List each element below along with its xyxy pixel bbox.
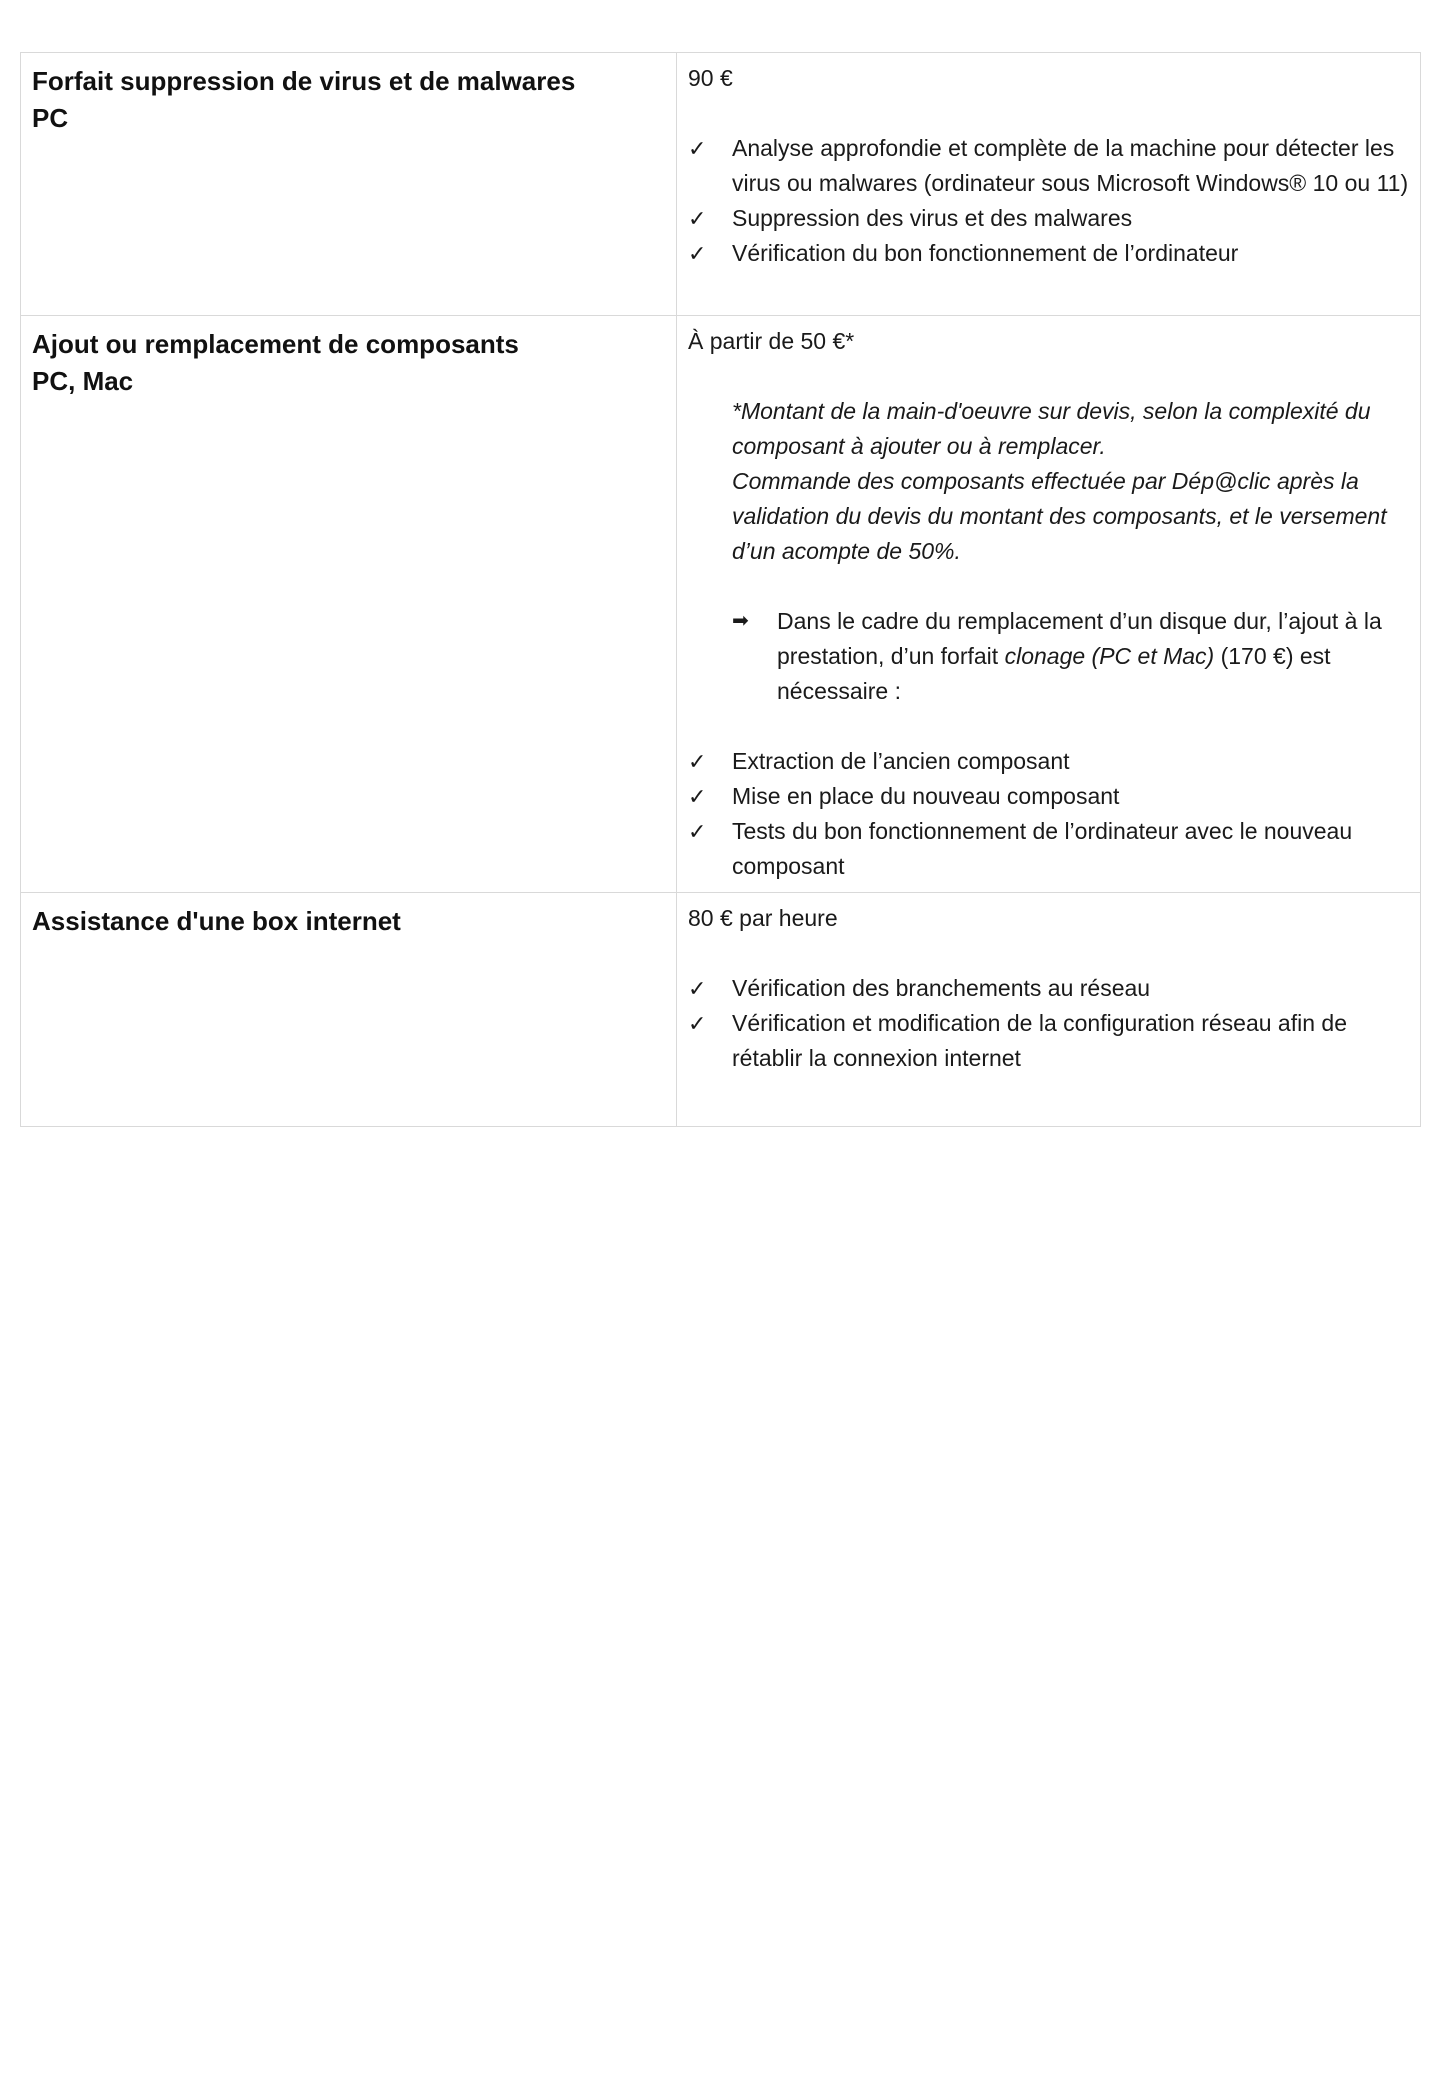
list-item bbox=[688, 779, 1410, 814]
service-cell bbox=[21, 316, 677, 893]
arrow-note-text-end: (170 €) est nécessaire : bbox=[777, 643, 1331, 704]
price-label: À partir de 50 €* bbox=[688, 328, 855, 354]
list-item bbox=[688, 971, 1410, 1006]
service-platform-line: PC bbox=[32, 103, 69, 133]
note-line: Commande des composants effectuée par Dép@clic après la validation du devis du montant des composants, et le versement d’un acompte de 50%. bbox=[732, 468, 1387, 564]
arrow-note-text: Dans le cadre du remplacement d’un disque dur, l’ajout à la prestation, d’un forfait bbox=[777, 608, 1382, 669]
arrow-note-italic: clonage (PC et Mac) bbox=[1004, 643, 1215, 669]
service-title-line: Forfait suppression de virus et de malwares bbox=[32, 66, 576, 96]
service-title-line: Assistance d'une box internet bbox=[32, 906, 401, 936]
list-item-text: Extraction de l’ancien composant bbox=[732, 748, 1070, 774]
price-label: 80 € par heure bbox=[688, 905, 838, 931]
list-item-text: Tests du bon fonctionnement de l’ordinateur avec le nouveau composant bbox=[732, 818, 1353, 879]
check-list bbox=[688, 744, 1410, 884]
list-item bbox=[688, 1006, 1410, 1076]
list-item-text: Vérification et modification de la configuration réseau afin de rétablir la connexion internet bbox=[732, 1010, 1347, 1071]
detail-cell bbox=[677, 893, 1421, 1127]
service-name bbox=[21, 53, 676, 137]
service-cell bbox=[21, 53, 677, 316]
check-icon: ✓ bbox=[688, 749, 707, 774]
table-row bbox=[21, 893, 1421, 1127]
check-list bbox=[688, 971, 1410, 1076]
document-page bbox=[20, 52, 1418, 1127]
service-name bbox=[21, 893, 676, 940]
list-item bbox=[688, 744, 1410, 779]
table-row bbox=[21, 53, 1421, 316]
check-icon: ✓ bbox=[688, 1011, 707, 1036]
note-line: *Montant de la main-d'oeuvre sur devis, selon la complexité du composant à ajouter ou à remplacer. bbox=[732, 398, 1371, 459]
list-item bbox=[688, 814, 1410, 884]
service-title-line: Ajout ou remplacement de composants bbox=[32, 329, 519, 359]
list-item bbox=[688, 201, 1410, 236]
check-icon: ✓ bbox=[688, 206, 707, 231]
price-label: 90 € bbox=[688, 65, 733, 91]
list-item-text: Analyse approfondie et complète de la machine pour détecter les virus ou malwares (ordinateur sous Microsoft Windows® 10 ou 11) bbox=[732, 135, 1409, 196]
arrow-note bbox=[688, 604, 1410, 709]
check-icon: ✓ bbox=[688, 784, 707, 809]
list-item-text: Vérification des branchements au réseau bbox=[732, 975, 1151, 1001]
pricing-note bbox=[688, 394, 1410, 569]
check-icon: ✓ bbox=[688, 976, 707, 1001]
check-icon: ✓ bbox=[688, 819, 707, 844]
detail-cell bbox=[677, 53, 1421, 316]
arrow-right-icon: ➡ bbox=[732, 610, 749, 632]
list-item-text: Vérification du bon fonctionnement de l’ordinateur bbox=[732, 240, 1239, 266]
list-item bbox=[688, 236, 1410, 271]
list-item-text: Suppression des virus et des malwares bbox=[732, 205, 1133, 231]
list-item-text: Mise en place du nouveau composant bbox=[732, 783, 1120, 809]
table-row bbox=[21, 316, 1421, 893]
check-icon: ✓ bbox=[688, 136, 707, 161]
service-name bbox=[21, 316, 676, 400]
check-list bbox=[688, 131, 1410, 271]
detail-cell bbox=[677, 316, 1421, 893]
service-platform-line: PC, Mac bbox=[32, 366, 134, 396]
services-price-table bbox=[20, 52, 1421, 1127]
list-item bbox=[688, 131, 1410, 201]
check-icon: ✓ bbox=[688, 241, 707, 266]
service-cell bbox=[21, 893, 677, 1127]
